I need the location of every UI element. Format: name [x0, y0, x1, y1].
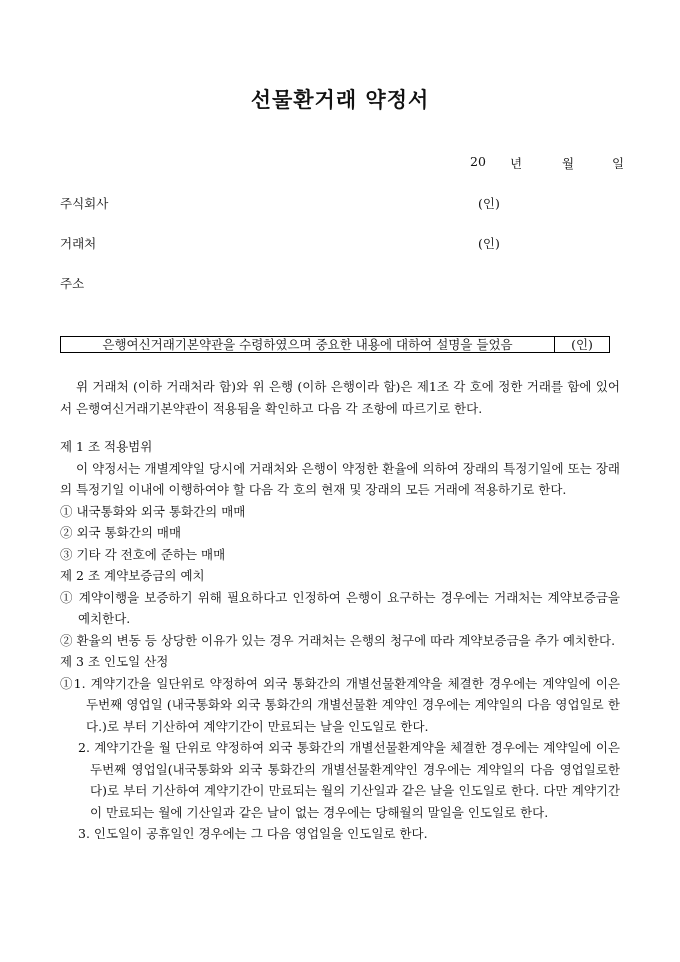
company-label: 주식회사	[60, 196, 109, 211]
article-2-item-2: ② 환율의 변동 등 상당한 이유가 있는 경우 거래처는 은행의 청구에 따라 계약보증금을 추가 예치한다.	[60, 632, 616, 648]
article-1-body: 이 약정서는 개별계약일 당시에 거래처와 은행이 약정한 환율에 의하여 장래의 특정기일에 또는 장래의 특정기일 이내에 이행하여야 할 다음 각 호의 현재 및 장래의 모든 거래에 적용하기로 한다.	[60, 460, 620, 497]
article-1-item-1: ① 내국통화와 외국 통화간의 매매	[60, 503, 246, 519]
article-1-item-3: ③ 기타 각 전호에 준하는 매매	[60, 546, 226, 562]
company-seal: (인)	[478, 196, 500, 211]
article-3-heading: 제 3 조 인도일 산정	[60, 654, 169, 669]
client-label: 거래처	[60, 236, 97, 251]
date-year-prefix: 20	[470, 154, 486, 169]
intro-text: 위 거래처 (이하 거래처라 함)와 위 은행 (이하 은행이라 함)은 제1조 각 호에 정한 거래를 함에 있어서 은행여신거래기본약관이 적용됨을 확인하고 다음 각 조항에 따르기로 한다.	[60, 379, 620, 416]
date-year-unit: 년	[510, 156, 523, 171]
confirmation-box	[60, 336, 610, 353]
article-1-item-2: ② 외국 통화간의 매매	[60, 525, 182, 540]
article-3-item-2: 2. 계약기간을 월 단위로 약정하여 외국 통화간의 개별선물환계약을 체결한 경우에는 계약일에 이은 두번째 영업일(내국통화와 외국 통화간의 개별선물환계약인 경우에는 계약일의 다음 영업일로한다)로 부터 기산하여 계약기간이 만료되는 월의 기산일과 같은 날을 인도일로 한다. 다만 계약기간이 만료되는 월에 기산일과 같은 날이 없는 경우에는 당해월의 말일을 인도일로 한다.	[78, 740, 620, 820]
document-title: 선물환거래 약정서	[250, 87, 430, 112]
article-1-heading: 제 1 조 적용범위	[60, 439, 153, 454]
intro-paragraph	[60, 376, 620, 419]
article-2-item-1: ① 계약이행을 보증하기 위해 필요하다고 인정하여 은행이 요구하는 경우에는 거래처는 계약보증금을 예치한다.	[60, 589, 620, 626]
articles	[60, 436, 620, 845]
confirmation-text: 은행여신거래기본약관을 수령하였으며 중요한 내용에 대하여 설명을 들었음	[61, 337, 555, 352]
confirmation-seal: (인)	[571, 337, 593, 352]
article-3-item-1: ①1. 계약기간을 일단위로 약정하여 외국 통화간의 개별선물환계약을 체결한 경우에는 계약일에 이은 두번째 영업일 (내국통화와 외국 통화간의 개별선물환 계약인 경우에는 계약일의 다음 영업일로 한다.)로 부터 기산하여 계약기간이 만료되는 날을 인도일로 한다.	[60, 675, 620, 734]
client-seal: (인)	[478, 236, 500, 251]
article-2-heading: 제 2 조 계약보증금의 예치	[60, 568, 205, 583]
date-day-unit: 일	[612, 156, 625, 171]
date-month-unit: 월	[562, 156, 575, 171]
address-label: 주소	[60, 276, 85, 291]
article-3-item-3: 3. 인도일이 공휴일인 경우에는 그 다음 영업일을 인도일로 한다.	[78, 826, 428, 841]
